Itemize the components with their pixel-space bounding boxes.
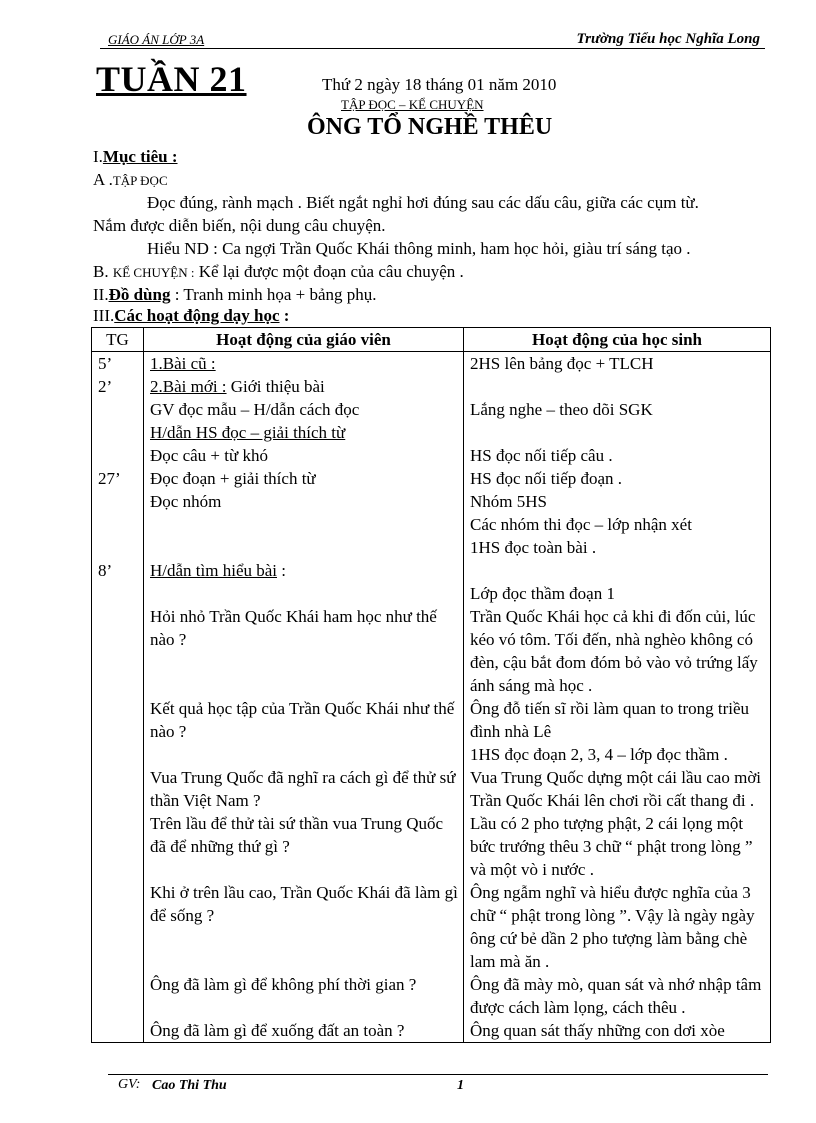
teacher-activity-cell (144, 513, 464, 536)
time-cell (92, 490, 144, 513)
teacher-activity-text: : (277, 561, 286, 580)
table-row (92, 743, 771, 766)
time-cell (92, 513, 144, 536)
teacher-activity-text: Đọc câu + từ khó (150, 446, 268, 465)
time-cell (92, 743, 144, 766)
student-activity-cell (464, 421, 771, 444)
objective-line-1: Đọc đúng, rành mạch . Biết ngắt nghỉ hơi đúng sau các dấu câu, giữa các cụm từ. (147, 193, 699, 212)
section-a-heading: A .TẬP ĐỌC (93, 170, 168, 189)
student-activity-cell: Nhóm 5HS (464, 490, 771, 513)
table-row (92, 697, 771, 743)
table-row (92, 375, 771, 398)
teacher-activity-text: Đọc nhóm (150, 492, 222, 511)
teacher-activity-text: Kết quả học tập của Trần Quốc Khái như thế nào ? (150, 699, 455, 741)
teacher-activity-text: H/dẫn HS đọc – giải thích từ (150, 423, 346, 442)
teacher-activity-text: Khi ở trên lầu cao, Trần Quốc Khái đã làm gì để sống ? (150, 883, 458, 925)
student-activity-cell: Vua Trung Quốc dựng một cái lầu cao mời Trần Quốc Khái lên chơi rồi cất thang đi . (464, 766, 771, 812)
student-activity-cell: 1HS đọc đoạn 2, 3, 4 – lớp đọc thầm . (464, 743, 771, 766)
activities-heading: III.Các hoạt động dạy học : (93, 306, 290, 325)
time-cell (92, 881, 144, 973)
table-row (92, 490, 771, 513)
page-number: 1 (457, 1078, 464, 1093)
teacher-activity-text: 1.Bài cũ : (150, 354, 216, 373)
teacher-activity-cell (144, 582, 464, 605)
time-cell: 27’ (92, 467, 144, 490)
section-b-line: B. KỂ CHUYỆN : Kể lại được một đoạn của câu chuyện . (93, 262, 464, 281)
table-row (92, 605, 771, 697)
teacher-activity-cell (144, 743, 464, 766)
header-divider (100, 48, 765, 49)
teacher-activity-cell (144, 1019, 464, 1043)
teacher-activity-text: Ông đã làm gì để không phí thời gian ? (150, 975, 417, 994)
teacher-activity-cell (144, 697, 464, 743)
time-cell: 5’ (92, 352, 144, 376)
student-activity-cell: Ông đã mày mò, quan sát và nhớ nhập tâm được cách làm lọng, cách thêu . (464, 973, 771, 1019)
student-activity-cell: Lớp đọc thầm đoạn 1 (464, 582, 771, 605)
week-title: TUẦN 21 (96, 59, 247, 99)
time-cell (92, 766, 144, 812)
teacher-activity-cell (144, 766, 464, 812)
table-header-row (92, 328, 771, 352)
table-row (92, 467, 771, 490)
teacher-activity-text: Vua Trung Quốc đã nghĩ ra cách gì để thử sứ thần Việt Nam ? (150, 768, 456, 810)
student-activity-cell: HS đọc nối tiếp đoạn . (464, 467, 771, 490)
time-cell (92, 421, 144, 444)
footer-teacher-name: Cao Thi Thu (152, 1078, 227, 1093)
teacher-activity-text: Giới thiệu bài (226, 377, 325, 396)
objective-line-3: Hiểu ND : Ca ngợi Trần Quốc Khái thông minh, ham học hỏi, giàu trí sáng tạo . (147, 239, 691, 258)
table-row (92, 812, 771, 881)
teacher-activity-cell (144, 375, 464, 398)
time-cell (92, 697, 144, 743)
student-activity-cell: Ông đỗ tiến sĩ rồi làm quan to trong triều đình nhà Lê (464, 697, 771, 743)
teacher-activity-cell (144, 536, 464, 559)
table-row (92, 881, 771, 973)
header-teacher: Hoạt động của giáo viên (144, 328, 464, 352)
table-row (92, 398, 771, 421)
time-cell (92, 812, 144, 881)
header-right: Trường Tiểu học Nghĩa Long (576, 31, 760, 47)
student-activity-cell: 1HS đọc toàn bài . (464, 536, 771, 559)
teacher-activity-text: GV đọc mẫu – H/dẫn cách đọc (150, 400, 360, 419)
student-activity-cell (464, 559, 771, 582)
time-cell (92, 582, 144, 605)
table-body (92, 352, 771, 1043)
time-cell (92, 605, 144, 697)
student-activity-cell (464, 375, 771, 398)
time-cell (92, 1019, 144, 1043)
header-time: TG (92, 328, 144, 352)
table-row (92, 582, 771, 605)
date-line: Thứ 2 ngày 18 tháng 01 năm 2010 (322, 75, 557, 94)
footer-divider (108, 1074, 768, 1075)
time-cell (92, 536, 144, 559)
student-activity-cell: Ông quan sát thấy những con dơi xòe (464, 1019, 771, 1043)
teacher-activity-cell (144, 559, 464, 582)
time-cell: 2’ (92, 375, 144, 398)
table-row (92, 536, 771, 559)
table-row (92, 1019, 771, 1043)
footer-gv-label: GV: (118, 1077, 141, 1092)
table-row (92, 973, 771, 1019)
student-activity-cell: Ông ngẫm nghĩ và hiểu được nghĩa của 3 chữ “ phật trong lòng ”. Vậy là ngày ngày ông cứ bẻ dần 2 pho tượng làm bằng chè lam mà ăn . (464, 881, 771, 973)
subject-line: TẬP ĐỌC – KỂ CHUYỆN (341, 97, 484, 112)
student-activity-cell: HS đọc nối tiếp câu . (464, 444, 771, 467)
table-row (92, 766, 771, 812)
teacher-activity-heading: H/dẫn tìm hiểu bài (150, 561, 278, 580)
teacher-activity-cell (144, 421, 464, 444)
objective-line-2: Nắm được diễn biến, nội dung câu chuyện. (93, 216, 386, 235)
teacher-activity-cell (144, 973, 464, 1019)
table-row (92, 513, 771, 536)
objectives-heading: I.Mục tiêu : (93, 147, 178, 166)
table-row (92, 421, 771, 444)
student-activity-cell: Các nhóm thi đọc – lớp nhận xét (464, 513, 771, 536)
student-activity-cell: 2HS lên bảng đọc + TLCH (464, 352, 771, 376)
table-row (92, 444, 771, 467)
teacher-activity-text: Ông đã làm gì để xuống đất an toàn ? (150, 1021, 405, 1040)
teacher-activity-cell (144, 881, 464, 973)
student-activity-cell: Lắng nghe – theo dõi SGK (464, 398, 771, 421)
time-cell (92, 398, 144, 421)
lesson-plan-table (91, 327, 771, 1043)
teacher-activity-cell (144, 490, 464, 513)
teacher-activity-cell (144, 352, 464, 376)
student-activity-cell: Trần Quốc Khái học cả khi đi đốn củi, lúc kéo vó tôm. Tối đến, nhà nghèo không có đèn, cậu bắt đom đóm bỏ vào vỏ trứng lấy ánh sáng mà học . (464, 605, 771, 697)
teacher-activity-heading: 2.Bài mới : (150, 377, 227, 396)
teacher-activity-text: Hỏi nhỏ Trần Quốc Khái ham học như thế nào ? (150, 607, 437, 649)
time-cell (92, 973, 144, 1019)
student-activity-cell: Lầu có 2 pho tượng phật, 2 cái lọng một bức trướng thêu 3 chữ “ phật trong lòng ” và một vò i nước . (464, 812, 771, 881)
teacher-activity-cell (144, 398, 464, 421)
table-row (92, 559, 771, 582)
lesson-title: ÔNG TỔ NGHỀ THÊU (307, 114, 553, 140)
teacher-activity-cell (144, 812, 464, 881)
teacher-activity-cell (144, 605, 464, 697)
teacher-activity-cell (144, 467, 464, 490)
teacher-activity-cell (144, 444, 464, 467)
header-left: GIÁO ÁN LỚP 3A (108, 32, 205, 47)
time-cell (92, 444, 144, 467)
teacher-activity-text: Trên lầu để thử tài sứ thần vua Trung Quốc đã để những thứ gì ? (150, 814, 444, 856)
time-cell: 8’ (92, 559, 144, 582)
header-student: Hoạt động của học sinh (464, 328, 771, 352)
teacher-activity-text: Đọc đoạn + giải thích từ (150, 469, 316, 488)
table-row (92, 352, 771, 376)
materials-line: II.Đồ dùng : Tranh minh họa + bảng phụ. (93, 285, 377, 304)
